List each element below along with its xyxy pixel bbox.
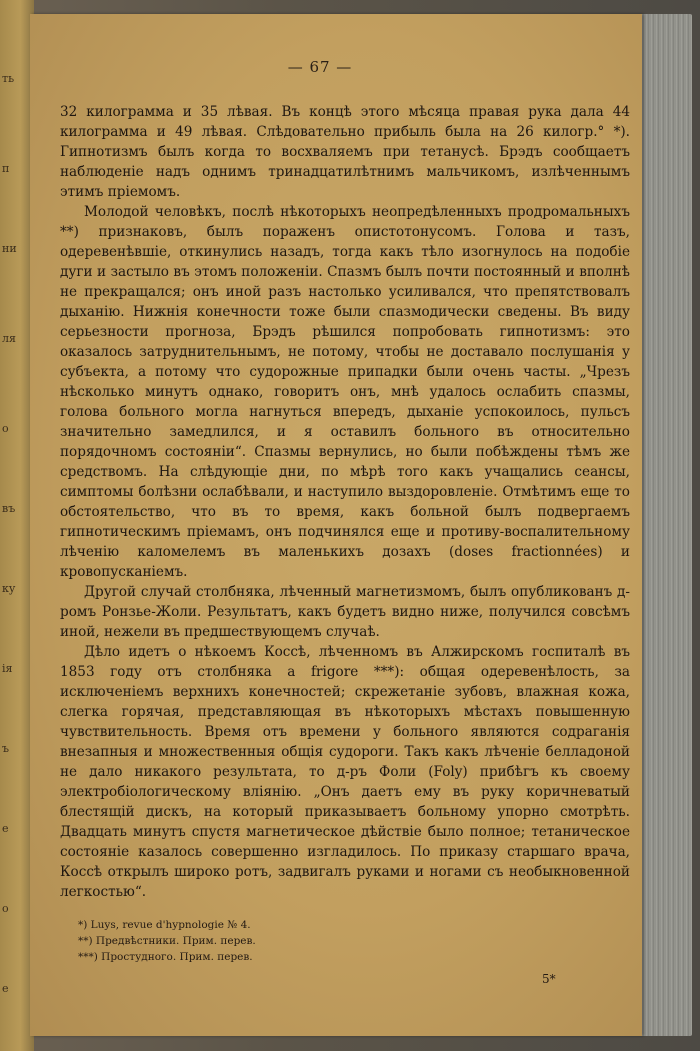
footnote: *) Luys, revue d'hypnologie № 4.	[78, 919, 251, 931]
page-number: — 67 —	[287, 58, 353, 76]
footnotes	[78, 917, 558, 965]
prev-page-fragment: о	[2, 902, 9, 915]
prev-page-fragment: ни	[2, 242, 17, 255]
paragraph: 32 килограмма и 35 лѣвая. Въ концѣ этого мѣсяца правая рука дала 44 килограмма и 49 лѣвая. Слѣдовательно прибыль была на 26 килогр.° *). Гипнотизмъ былъ когда то восхваляемъ при тетанусѣ. Брэдъ сообщаетъ наблюденіе надъ однимъ тринадцатилѣтнимъ мальчикомъ, излѣченнымъ этимъ пріемомъ.	[60, 104, 630, 200]
prev-page-fragment: ку	[2, 582, 16, 595]
printer-signature-mark: 5*	[542, 972, 556, 986]
prev-page-fragment: въ	[2, 502, 16, 515]
footnote: **) Предвѣстники. Прим. перев.	[78, 935, 256, 947]
previous-page-edge	[0, 0, 34, 1051]
prev-page-fragment: ія	[2, 662, 13, 675]
prev-page-fragment: е	[2, 982, 9, 995]
footnote: ***) Простудного. Прим. перев.	[78, 951, 253, 963]
prev-page-fragment: о	[2, 422, 9, 435]
paragraph: Молодой человѣкъ, послѣ нѣкоторыхъ неопредѣленныхъ продромальныхъ **) признаковъ, былъ пораженъ опистотонусомъ. Голова и тазъ, одеревенѣвшіе, откинулись назадъ, тогда какъ тѣло изогнулось на подобіе дуги и застыло въ этомъ положеніи. Спазмъ былъ почти постоянный и вполнѣ не прекращался; онъ иной разъ настолько усиливался, что препятствовалъ дыханію. Нижнія конечности тоже были спазмодически сведены. Въ виду серьезности прогноза, Брэдъ рѣшился попробовать гипнотизмъ: это оказалось затруднительнымъ, не потому, чтобы не доставало послушанія у субъекта, а потому что судорожные припадки были очень часты. „Чрезъ нѣсколько минутъ однако, говоритъ онъ, мнѣ удалось ослабить спазмы, голова больного могла нагнуться впередъ, дыханіе успокоилось, пульсъ значительно замедлился, и я оставилъ больного въ относительно порядочномъ состояніи“. Спазмы вернулись, но были побѣждены тѣмъ же средствомъ. На слѣдующіе дни, по мѣрѣ того какъ учащались сеансы, симптомы болѣзни ослабѣвали, и наступило выздоровленіе. Отмѣтимъ еще то обстоятельство, что въ то время, какъ больной былъ подвергаемъ гипнотическимъ пріемамъ, онъ подчинялся еще и противу-воспалительному лѣченію каломелемъ въ маленькихъ дозахъ (doses fractionnées) и кровопусканіемъ.	[60, 204, 630, 580]
paragraph: Дѣло идетъ о нѣкоемъ Коссѣ, лѣченномъ въ Алжирскомъ госпиталѣ въ 1853 году отъ столбняка a frigore ***): общая одеревенѣлость, за исключеніемъ верхнихъ конечностей; скрежетаніе зубовъ, влажная кожа, слегка горячая, представляющая въ нѣкоторыхъ мѣстахъ повышенную чувствительность. Время отъ времени у больного являются содраганія внезапныя и множественныя общія судороги. Такъ какъ лѣченіе белладоной не дало никакого результата, то д-ръ Фоли (Foly) прибѣгъ къ своему электробіологическому вліянію. „Онъ даетъ ему въ руку коричневатый блестящій дискъ, на который приказываетъ больному упорно смотрѣть. Двадцать минутъ спустя магнетическое дѣйствіе было полное; тетаническое состояніе казалось совершенно изгладилось. По приказу старшаго врача, Коссѣ открылъ широко ротъ, задвигалъ руками и ногами съ необыкновенной легкостью“.	[60, 644, 630, 900]
prev-page-fragment: е	[2, 822, 9, 835]
prev-page-fragment: п	[2, 162, 10, 175]
prev-page-fragment: ть	[2, 72, 15, 85]
body-text	[60, 102, 630, 902]
prev-page-fragment: ъ	[2, 742, 9, 755]
paragraph: Другой случай столбняка, лѣченный магнетизмомъ, былъ опубликованъ д-ромъ Ронзье-Жоли. Результатъ, какъ будетъ видно ниже, получился совсѣмъ иной, нежели въ предшествующемъ случаѣ.	[60, 584, 630, 640]
prev-page-fragment: ля	[2, 332, 16, 345]
book-page	[30, 14, 642, 1036]
